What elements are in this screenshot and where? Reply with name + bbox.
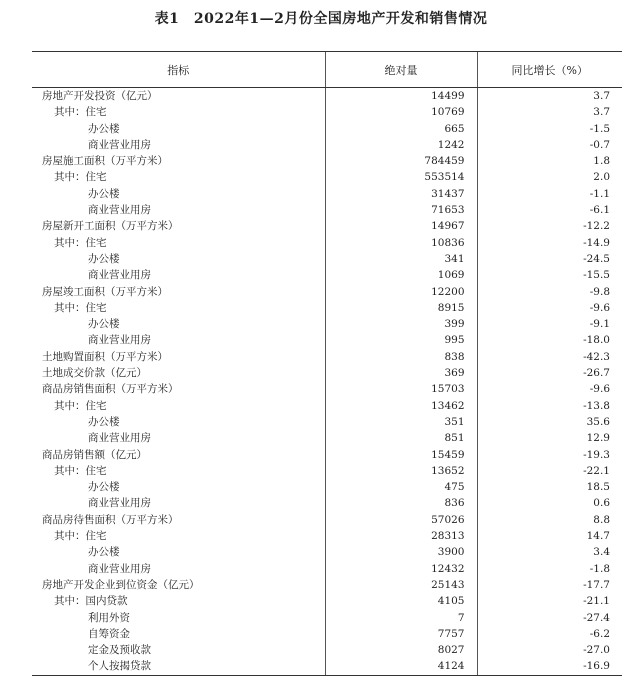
- row-absolute-value: 12200: [325, 284, 477, 300]
- table-row: [32, 104, 622, 120]
- row-growth-value: -9.6: [477, 300, 622, 316]
- row-label: 其中：住宅: [54, 530, 107, 543]
- row-label: 商品房待售面积（万平方米）: [42, 513, 179, 526]
- row-absolute-value: 13652: [325, 463, 477, 479]
- row-label: 办公楼: [88, 252, 120, 265]
- table-row: [32, 447, 622, 463]
- row-growth-value: -13.8: [477, 398, 622, 414]
- table-row: [32, 642, 622, 658]
- data-table-container: [32, 51, 622, 676]
- data-table: [32, 51, 622, 676]
- table-row: [32, 218, 622, 234]
- row-growth-value: -19.3: [477, 447, 622, 463]
- table-row: [32, 430, 622, 446]
- table-row: [32, 398, 622, 414]
- row-absolute-value: 28313: [325, 528, 477, 544]
- table-row: [32, 332, 622, 348]
- row-growth-value: -6.2: [477, 626, 622, 642]
- table-row: [32, 528, 622, 544]
- row-absolute-value: 341: [325, 251, 477, 267]
- row-label: 办公楼: [88, 546, 120, 559]
- table-row: [32, 121, 622, 137]
- row-absolute-value: 14499: [325, 88, 477, 105]
- row-label: 商业营业用房: [88, 497, 151, 510]
- row-absolute-value: 10769: [325, 104, 477, 120]
- row-growth-value: 35.6: [477, 414, 622, 430]
- table-row: [32, 544, 622, 560]
- row-absolute-value: 7: [325, 610, 477, 626]
- row-absolute-value: 31437: [325, 186, 477, 202]
- row-label: 办公楼: [88, 122, 120, 135]
- row-label: 商业营业用房: [88, 138, 151, 151]
- row-growth-value: 2.0: [477, 169, 622, 185]
- row-absolute-value: 12432: [325, 561, 477, 577]
- table-row: [32, 414, 622, 430]
- row-label: 其中：住宅: [54, 171, 107, 184]
- table-row: [32, 349, 622, 365]
- row-absolute-value: 10836: [325, 235, 477, 251]
- row-absolute-value: 836: [325, 495, 477, 511]
- table-row: [32, 495, 622, 511]
- row-growth-value: -1.5: [477, 121, 622, 137]
- row-growth-value: -15.5: [477, 267, 622, 283]
- row-label: 土地购置面积（万平方米）: [42, 350, 168, 363]
- table-row: [32, 626, 622, 642]
- row-absolute-value: 1069: [325, 267, 477, 283]
- row-absolute-value: 665: [325, 121, 477, 137]
- row-growth-value: 8.8: [477, 512, 622, 528]
- row-absolute-value: 369: [325, 365, 477, 381]
- row-label: 自筹资金: [88, 627, 130, 640]
- row-growth-value: 14.7: [477, 528, 622, 544]
- row-label: 其中：国内贷款: [54, 595, 128, 608]
- row-absolute-value: 475: [325, 479, 477, 495]
- row-growth-value: 3.7: [477, 88, 622, 105]
- row-absolute-value: 3900: [325, 544, 477, 560]
- table-header-row: [32, 52, 622, 88]
- row-label: 个人按揭贷款: [32, 658, 325, 675]
- table-row: [32, 593, 622, 609]
- row-absolute-value: 8915: [325, 300, 477, 316]
- row-absolute-value: 553514: [325, 169, 477, 185]
- row-label: 办公楼: [88, 481, 120, 494]
- row-absolute-value: 7757: [325, 626, 477, 642]
- row-label: 其中：住宅: [54, 301, 107, 314]
- table-row: [32, 153, 622, 169]
- row-growth-value: -18.0: [477, 332, 622, 348]
- table-row: [32, 202, 622, 218]
- row-label: 商业营业用房: [88, 269, 151, 282]
- row-label: 商品房销售面积（万平方米）: [42, 383, 179, 396]
- row-absolute-value: 784459: [325, 153, 477, 169]
- row-growth-value: -24.5: [477, 251, 622, 267]
- row-growth-value: 1.8: [477, 153, 622, 169]
- row-label: 房屋施工面积（万平方米）: [42, 155, 168, 168]
- row-absolute-value: 995: [325, 332, 477, 348]
- row-growth-value: -27.0: [477, 642, 622, 658]
- row-absolute-value: 838: [325, 349, 477, 365]
- table-row: [32, 658, 622, 675]
- row-label: 房屋新开工面积（万平方米）: [42, 220, 179, 233]
- row-growth-value: -16.9: [477, 658, 622, 675]
- column-header-indicator: 指标: [32, 52, 325, 88]
- row-label: 其中：住宅: [54, 106, 107, 119]
- row-label: 商业营业用房: [88, 432, 151, 445]
- row-growth-value: -26.7: [477, 365, 622, 381]
- table-row: [32, 381, 622, 397]
- row-growth-value: -1.8: [477, 561, 622, 577]
- row-growth-value: -14.9: [477, 235, 622, 251]
- row-absolute-value: 851: [325, 430, 477, 446]
- row-growth-value: -0.7: [477, 137, 622, 153]
- table-row: [32, 169, 622, 185]
- row-absolute-value: 15703: [325, 381, 477, 397]
- table-row: [32, 365, 622, 381]
- row-absolute-value: 8027: [325, 642, 477, 658]
- table-row: [32, 88, 622, 105]
- row-absolute-value: 25143: [325, 577, 477, 593]
- row-growth-value: -17.7: [477, 577, 622, 593]
- column-header-absolute: 绝对量: [325, 52, 477, 88]
- row-label: 其中：住宅: [54, 399, 107, 412]
- row-label: 办公楼: [88, 318, 120, 331]
- table-body: [32, 88, 622, 676]
- row-absolute-value: 4124: [325, 658, 477, 675]
- table-row: [32, 251, 622, 267]
- row-label: 其中：住宅: [54, 236, 107, 249]
- row-label: 土地成交价款（亿元）: [42, 367, 147, 380]
- table-row: [32, 267, 622, 283]
- row-growth-value: -22.1: [477, 463, 622, 479]
- row-absolute-value: 399: [325, 316, 477, 332]
- row-label: 办公楼: [88, 415, 120, 428]
- row-growth-value: -9.8: [477, 284, 622, 300]
- row-growth-value: -9.6: [477, 381, 622, 397]
- table-row: [32, 137, 622, 153]
- row-label: 商品房销售额（亿元）: [42, 448, 147, 461]
- row-label: 商业营业用房: [88, 204, 151, 217]
- row-label: 商业营业用房: [88, 334, 151, 347]
- table-row: [32, 235, 622, 251]
- row-absolute-value: 4105: [325, 593, 477, 609]
- row-growth-value: 3.7: [477, 104, 622, 120]
- row-label: 利用外资: [88, 611, 130, 624]
- column-header-growth: 同比增长（%）: [477, 52, 622, 88]
- row-growth-value: -27.4: [477, 610, 622, 626]
- row-absolute-value: 71653: [325, 202, 477, 218]
- row-growth-value: 12.9: [477, 430, 622, 446]
- table-row: [32, 610, 622, 626]
- row-growth-value: -21.1: [477, 593, 622, 609]
- row-growth-value: -6.1: [477, 202, 622, 218]
- row-absolute-value: 15459: [325, 447, 477, 463]
- row-absolute-value: 351: [325, 414, 477, 430]
- row-label: 办公楼: [88, 187, 120, 200]
- row-label: 定金及预收款: [88, 644, 151, 657]
- row-growth-value: -9.1: [477, 316, 622, 332]
- row-growth-value: 3.4: [477, 544, 622, 560]
- table-row: [32, 186, 622, 202]
- table-row: [32, 479, 622, 495]
- row-absolute-value: 13462: [325, 398, 477, 414]
- table-row: [32, 577, 622, 593]
- row-label: 房屋竣工面积（万平方米）: [42, 285, 168, 298]
- row-label: 其中：住宅: [54, 464, 107, 477]
- table-row: [32, 512, 622, 528]
- row-growth-value: -12.2: [477, 218, 622, 234]
- row-label: 商业营业用房: [88, 562, 151, 575]
- table-row: [32, 300, 622, 316]
- row-absolute-value: 57026: [325, 512, 477, 528]
- row-growth-value: 18.5: [477, 479, 622, 495]
- row-growth-value: -42.3: [477, 349, 622, 365]
- row-label: 房地产开发投资（亿元）: [42, 90, 158, 102]
- row-growth-value: 0.6: [477, 495, 622, 511]
- table-title: 表1 2022年1—2月份全国房地产开发和销售情况: [154, 11, 488, 27]
- row-growth-value: -1.1: [477, 186, 622, 202]
- table-row: [32, 316, 622, 332]
- row-absolute-value: 14967: [325, 218, 477, 234]
- row-absolute-value: 1242: [325, 137, 477, 153]
- table-row: [32, 284, 622, 300]
- table-row: [32, 561, 622, 577]
- table-row: [32, 463, 622, 479]
- row-label: 房地产开发企业到位资金（亿元）: [42, 578, 200, 591]
